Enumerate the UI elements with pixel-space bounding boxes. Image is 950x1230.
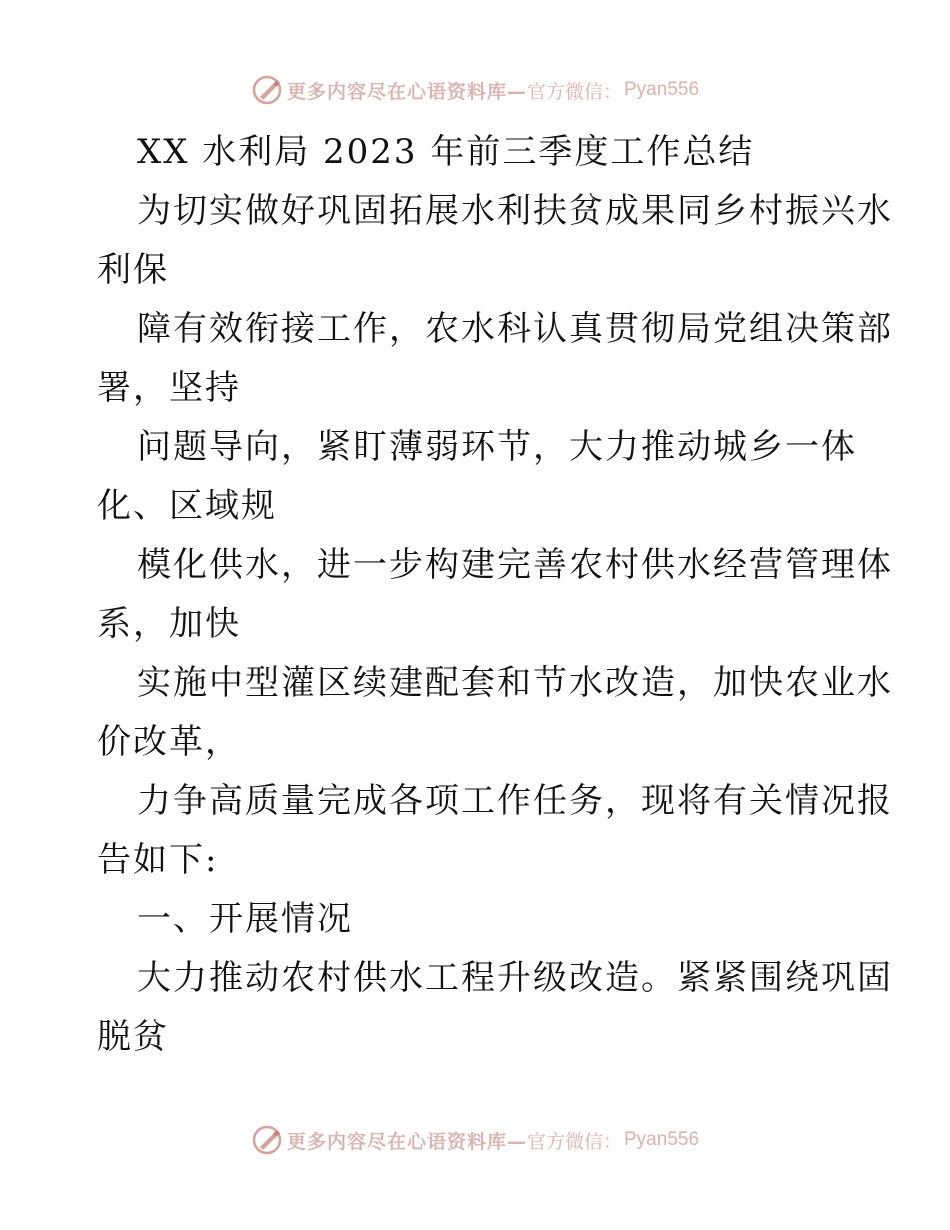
document-body: [97, 123, 893, 1067]
header-banner-text: 更多内容尽在心语资料库—: [286, 80, 527, 103]
paragraph-line: 系，加快: [97, 604, 241, 644]
paragraph-line: 脱贫: [97, 1017, 169, 1057]
paragraph-line: 署，坚持: [97, 368, 241, 408]
footer-watermark-banner: [0, 1123, 950, 1157]
pen-logo-icon: [251, 1124, 283, 1156]
paragraph-line: 为切实做好巩固拓展水利扶贫成果同乡村振兴水: [137, 191, 893, 231]
footer-banner-text: 更多内容尽在心语资料库—: [286, 1130, 527, 1153]
paragraph-line: 模化供水，进一步构建完善农村供水经营管理体: [137, 545, 893, 585]
paragraph-line: 价改革，: [97, 722, 241, 762]
document-title: XX 水利局 2023 年前三季度工作总结: [137, 132, 755, 172]
paragraph-line: 障有效衔接工作，农水科认真贯彻局党组决策部: [137, 309, 893, 349]
paragraph-line: 利保: [97, 250, 169, 290]
footer-banner-id: Pyan556: [624, 1129, 700, 1150]
header-banner-id: Pyan556: [624, 79, 700, 100]
paragraph-line: 实施中型灌区续建配套和节水改造，加快农业水: [137, 663, 893, 703]
paragraph-line: 告如下:: [97, 840, 219, 880]
header-watermark-banner: [0, 73, 950, 107]
header-banner-wechat: 官方微信：: [526, 80, 622, 103]
section-heading: 一、开展情况: [137, 899, 353, 939]
paragraph-line: 问题导向，紧盯薄弱环节，大力推动城乡一体: [137, 427, 857, 467]
footer-banner-wechat: 官方微信：: [526, 1130, 622, 1153]
paragraph-line: 力争高质量完成各项工作任务，现将有关情况报: [137, 781, 893, 821]
paragraph-line: 化、区域规: [97, 486, 277, 526]
pen-logo-icon: [251, 74, 283, 106]
paragraph-line: 大力推动农村供水工程升级改造。紧紧围绕巩固: [137, 958, 893, 998]
